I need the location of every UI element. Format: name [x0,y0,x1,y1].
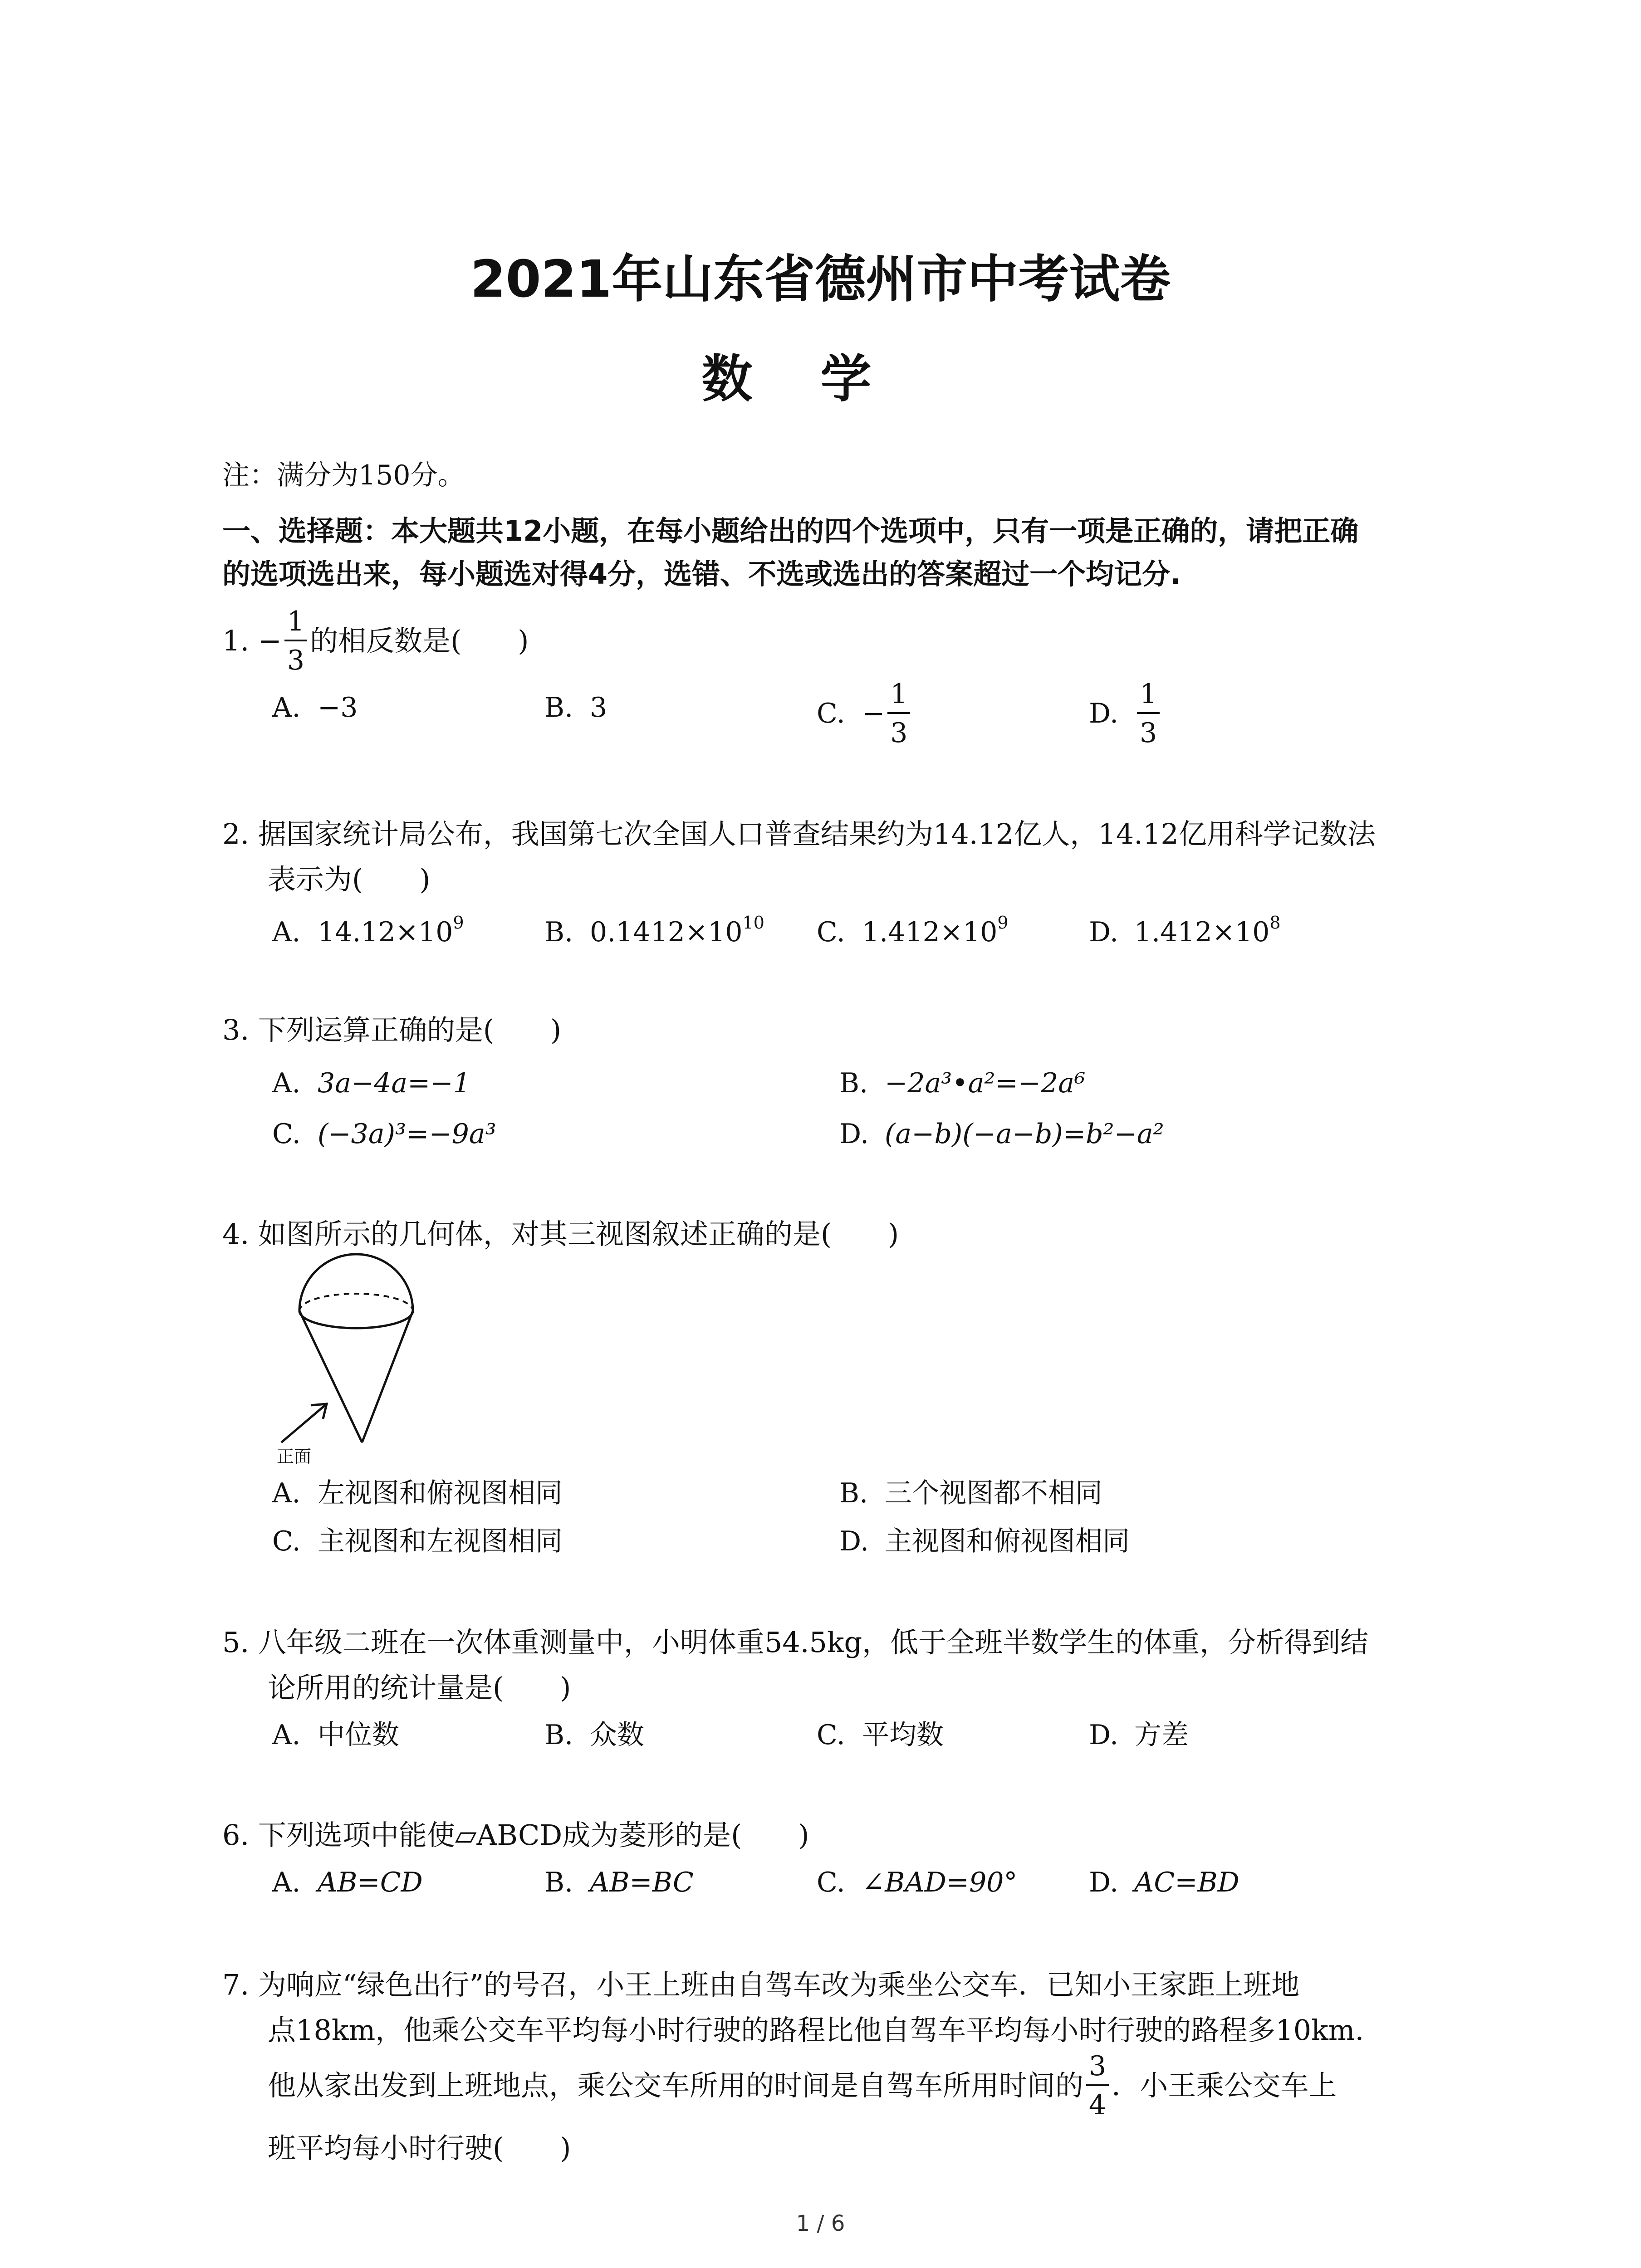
section-instructions-line1: 一、选择题：本大题共12小题，在每小题给出的四个选项中，只有一项是正确的，请把正确 [222,514,1359,547]
q2-option-b [544,913,764,948]
front-view-label: 正面 [277,1447,312,1466]
option-label: D. [1089,1867,1119,1898]
option-text: 众数 [590,1719,644,1751]
option-text: 中位数 [318,1719,399,1751]
q2-option-a [272,913,464,948]
score-note: 注：满分为150分。 [222,459,465,491]
q6-option-c [817,1869,1017,1896]
option-label: D. [1089,916,1119,948]
option-text: 左视图和俯视图相同 [318,1477,563,1509]
q6-option-b [544,1869,694,1896]
option-exponent: 8 [1269,913,1281,933]
question-7-line2: 点18km，他乘公交车平均每小时行驶的路程比他自驾车平均每小时行驶的路程多10km. [268,2014,1364,2047]
option-label: A. [272,1867,301,1898]
q1-text: 的相反数是( ) [310,624,529,657]
option-text: AB=CD [318,1867,423,1898]
q1-num: 1. [222,624,250,657]
exam-title: 2021年山东省德州市中考试卷 [470,250,1171,309]
q4-option-d [839,1525,1130,1557]
option-value: −3 [318,692,358,723]
question-7-line4: 班平均每小时行驶( ) [268,2131,571,2165]
q7-frac-den: 4 [1089,2089,1107,2121]
q3-option-c [272,1120,496,1148]
option-value: 3 [590,692,607,723]
option-text: (−3a)³=−9a³ [318,1118,496,1150]
option-label: B. [544,692,573,723]
q6-option-d [1089,1869,1239,1896]
option-text: 三个视图都不相同 [885,1477,1102,1509]
option-label: B. [544,1719,573,1751]
option-text: ∠BAD=90° [862,1867,1018,1898]
q4-option-c [272,1525,563,1557]
section-instructions-line2: 的选项选出来，每小题选对得4分，选错、不选或选出的答案超过一个均记分. [222,557,1181,591]
option-text: AB=BC [590,1867,694,1898]
question-2-line2: 表示为( ) [268,863,431,896]
option-label: B. [544,916,573,948]
hemisphere-outline [299,1254,413,1311]
option-frac-den: 3 [1140,717,1157,749]
option-label: B. [839,1067,868,1099]
option-label: D. [839,1118,869,1150]
option-text: −2a³•a²=−2a⁶ [885,1067,1086,1099]
q4-option-a [272,1477,563,1509]
option-exponent: 9 [453,913,464,933]
option-base: 0.1412×10 [590,916,743,948]
option-label: B. [839,1477,868,1509]
option-exponent: 10 [742,913,764,933]
q1-fraction [284,608,307,674]
option-base: 1.412×10 [862,916,998,948]
q1-option-d [1089,680,1162,747]
option-label: D. [1089,698,1119,729]
option-label: A. [272,1477,301,1509]
option-exponent: 9 [997,913,1009,933]
option-label: D. [1089,1719,1119,1751]
q5-option-c [817,1721,944,1749]
question-5-line2: 论所用的统计量是( ) [268,1671,571,1704]
option-text: AC=BD [1134,1867,1239,1898]
q7-line3-pre: 他从家出发到上班地点，乘公交车所用的时间是自驾车所用时间的 [268,2069,1084,2102]
question-2-line1: 2. 据国家统计局公布，我国第七次全国人口普查结果约为14.12亿人，14.12亿用科学记数法 [222,817,1376,850]
option-sign: − [862,698,885,729]
q3-option-b [839,1067,1086,1099]
option-text: (a−b)(−a−b)=b²−a² [885,1118,1164,1150]
option-label: C. [272,1118,301,1150]
q3-option-a [272,1067,470,1099]
option-label: B. [544,1867,573,1898]
option-text: 平均数 [862,1719,944,1751]
page-number: 1 / 6 [796,2211,845,2236]
question-3-stem: 3. 下列运算正确的是( ) [222,1013,562,1046]
option-text: 3a−4a=−1 [318,1067,470,1099]
q6-option-a [272,1869,423,1896]
q2-option-c [817,913,1009,948]
option-fraction [887,680,910,747]
option-label: A. [272,1719,301,1751]
question-1-stem [222,608,529,674]
option-label: C. [817,916,845,948]
q1-option-a [272,694,358,721]
question-5-line1: 5. 八年级二班在一次体重测量中，小明体重54.5kg，低于全班半数学生的体重，分析得到结 [222,1626,1369,1659]
option-label: D. [839,1525,869,1557]
question-4-stem: 4. 如图所示的几何体，对其三视图叙述正确的是( ) [222,1217,899,1251]
question-6-stem: 6. 下列选项中能使▱ABCD成为菱形的是( ) [222,1818,809,1852]
q7-line3-post: ．小王乘公交车上 [1112,2069,1337,2102]
q7-fraction [1086,2050,1109,2121]
option-label: C. [817,1867,845,1898]
cone-edge-right [362,1311,413,1442]
subject-title: 数学 [701,350,940,409]
option-text: 方差 [1134,1719,1189,1751]
option-base: 14.12×10 [318,916,453,948]
option-label: C. [817,698,845,729]
question-7-line3 [268,2050,1337,2121]
q7-frac-num: 3 [1086,2053,1109,2086]
option-text: 主视图和俯视图相同 [885,1525,1130,1557]
q3-option-d [839,1120,1164,1148]
option-fraction [1137,680,1160,747]
q2-option-d [1089,913,1281,948]
front-arrow-icon [281,1404,327,1442]
option-frac-den: 3 [890,717,908,749]
q4-option-b [839,1477,1102,1509]
q5-option-a [272,1721,399,1749]
q1-option-b [544,694,607,721]
option-label: A. [272,916,301,948]
option-frac-num: 1 [887,680,910,714]
question-7-line1: 7. 为响应“绿色出行”的号召，小王上班由自驾车改为乘坐公交车．已知小王家距上班地 [222,1968,1300,2001]
q5-option-b [544,1721,644,1749]
option-frac-num: 1 [1137,680,1160,714]
cone-edge-left [299,1311,362,1442]
option-label: A. [272,1067,301,1099]
option-text: 主视图和左视图相同 [318,1525,563,1557]
option-label: A. [272,692,301,723]
option-base: 1.412×10 [1134,916,1270,948]
q1-sign: − [258,624,282,657]
q5-option-d [1089,1721,1189,1749]
equator-back [299,1294,413,1311]
option-label: C. [817,1719,845,1751]
option-label: C. [272,1525,301,1557]
q1-frac-num: 1 [284,608,307,641]
q1-option-c [817,680,913,747]
q1-frac-den: 3 [287,645,305,676]
equator-front [299,1311,413,1328]
